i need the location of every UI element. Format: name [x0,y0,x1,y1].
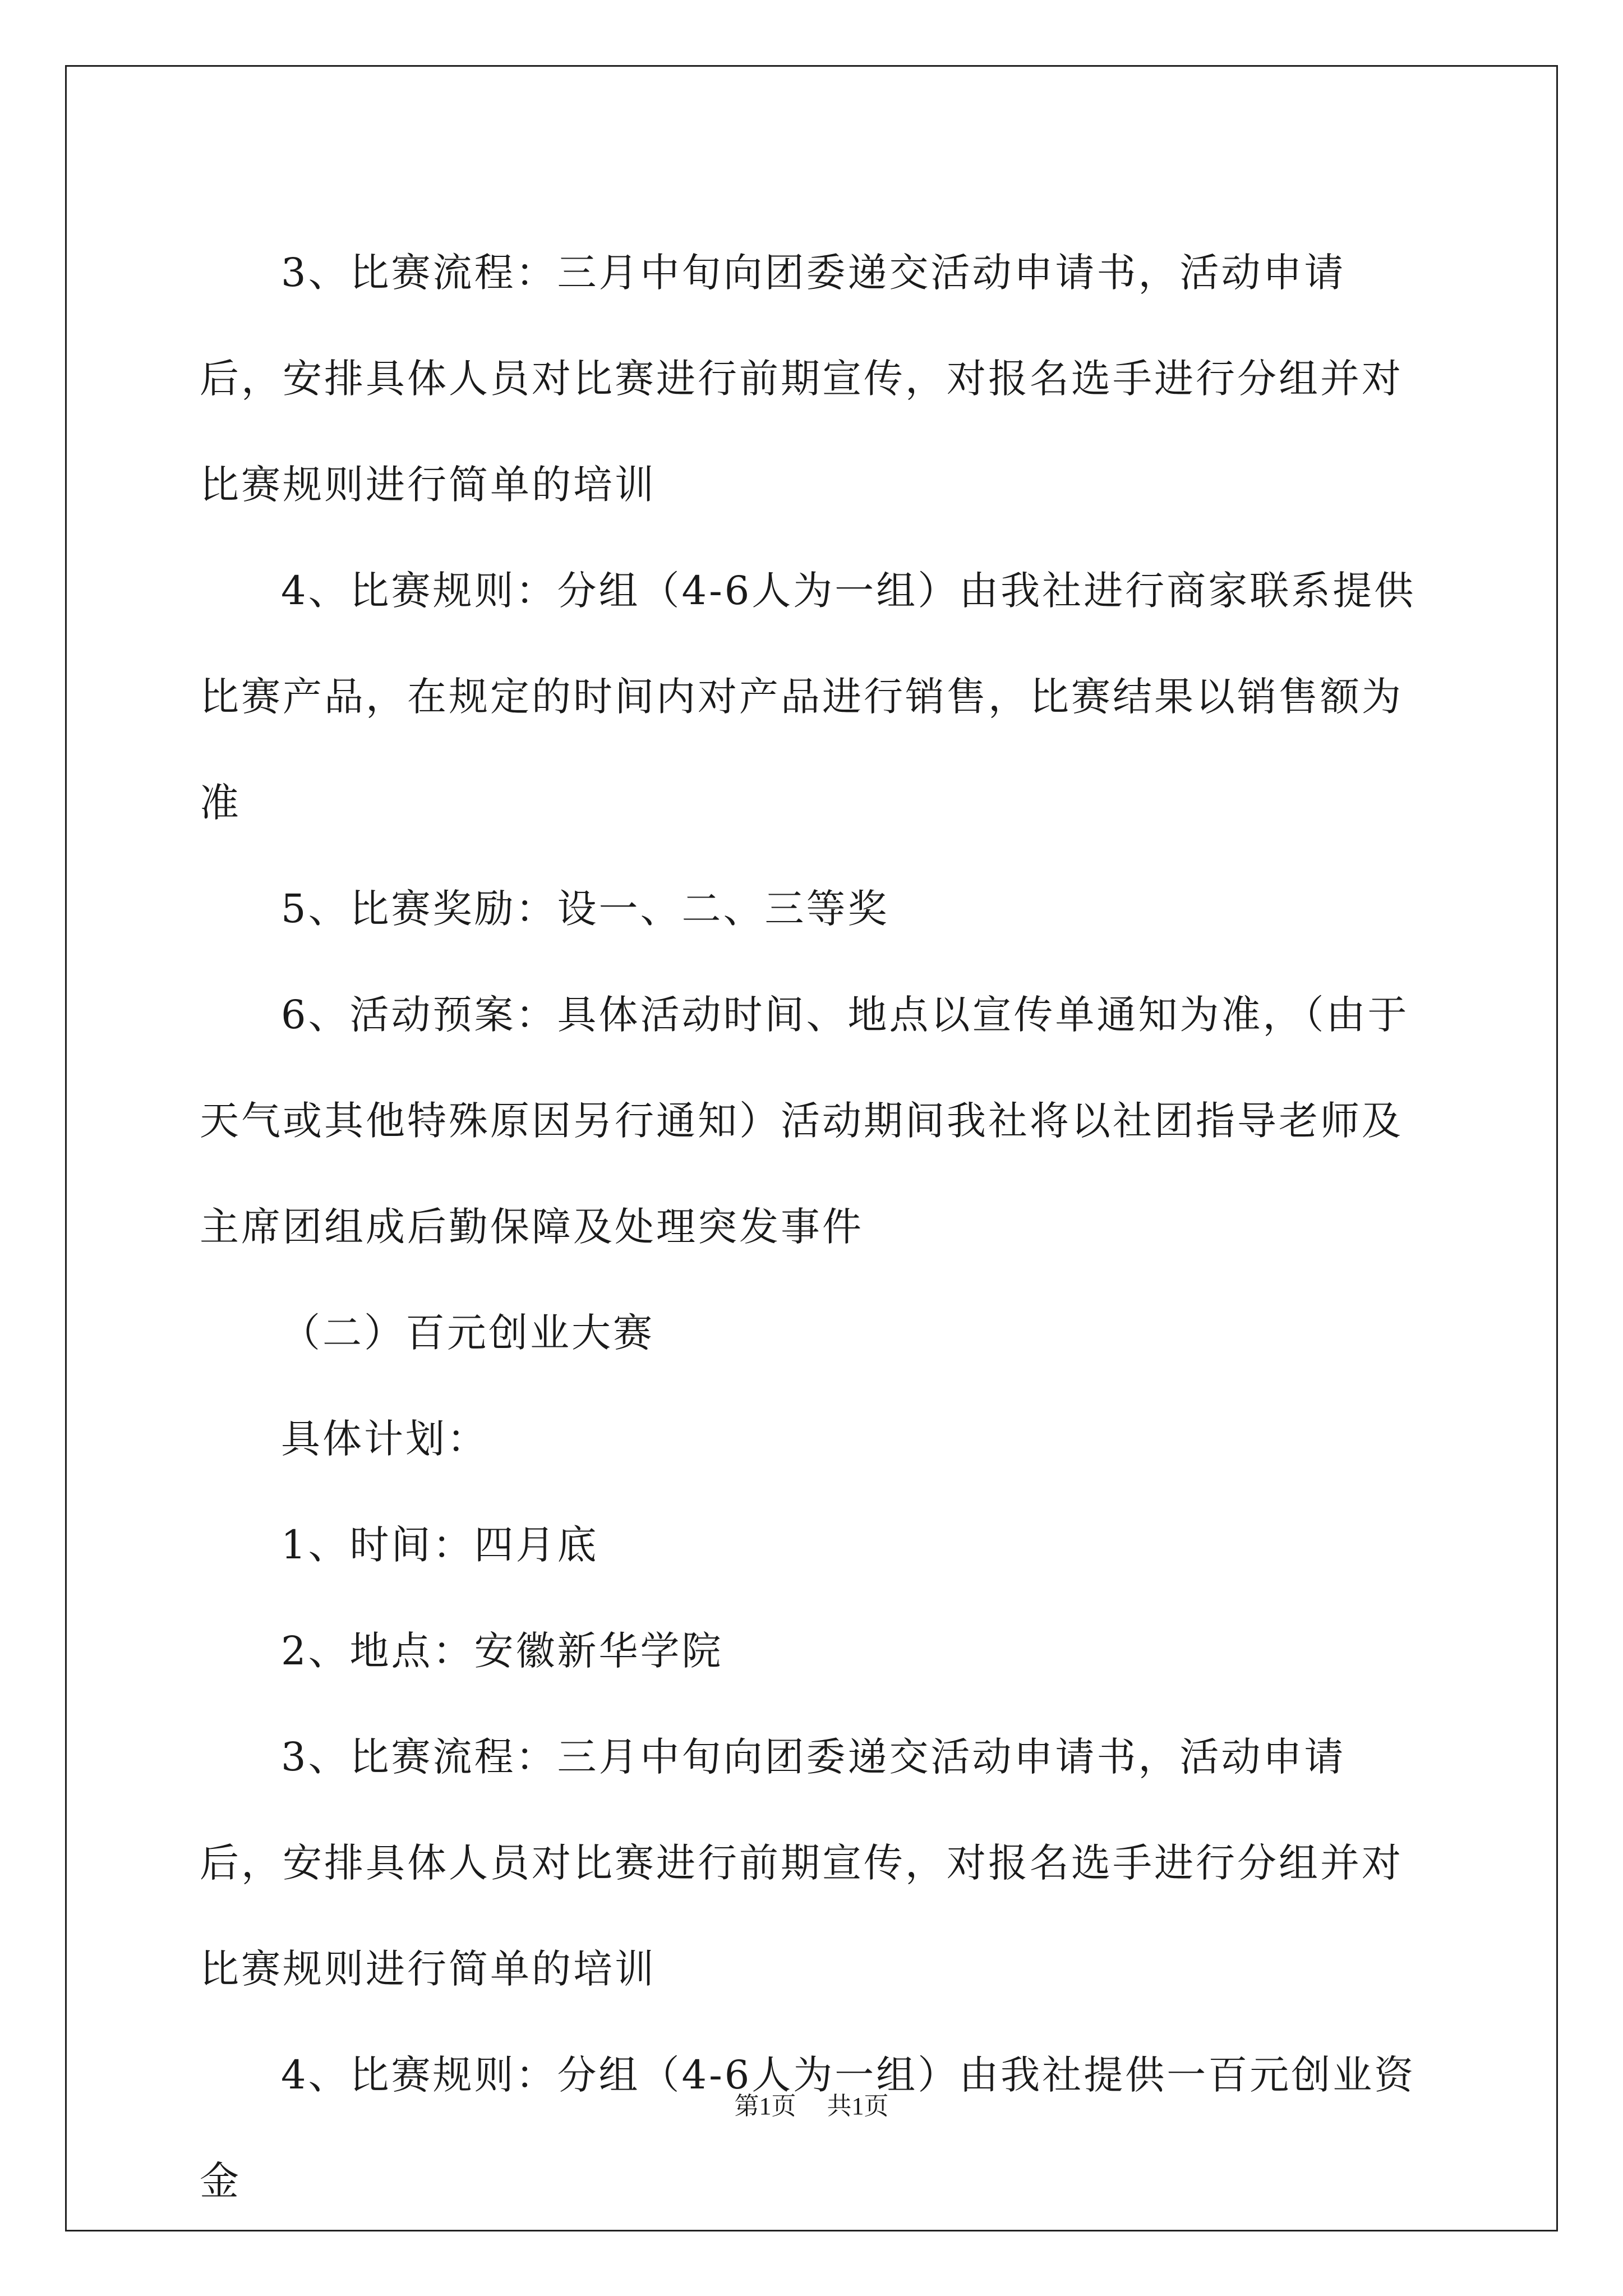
paragraph-competition-rules: 4、比赛规则：分组（4-6人为一组）由我社进行商家联系提供比赛产品，在规定的时间内对产品进行销售，比赛结果以销售额为准 [200,568,1416,826]
paragraph-location: 2、地点：安徽新华学院 [281,1628,723,1674]
paragraph-competition-process-2: 3、比赛流程：三月中旬向团委递交活动申请书，活动申请后，安排具体人员对比赛进行前期宣传，对报名选手进行分组并对比赛规则进行简单的培训 [200,1734,1403,1992]
section-heading-startup-contest: （二）百元创业大赛 [281,1310,654,1356]
paragraph-competition-awards: 5、比赛奖励：设一、二、三等奖 [281,886,889,932]
paragraph-contingency-plan: 6、活动预案：具体活动时间、地点以宣传单通知为准，（由于天气或其他特殊原因另行通知）活动期间我社将以社团指导老师及主席团组成后勤保障及处理突发事件 [200,992,1409,1250]
paragraph-time: 1、时间：四月底 [281,1522,599,1568]
page-footer [0,2090,1623,2123]
paragraph-plan-label: 具体计划： [281,1416,488,1462]
paragraph-competition-rules-2: 4、比赛规则：分组（4-6人为一组）由我社提供一百元创业资金 [200,2052,1416,2204]
document-body [200,220,1428,2234]
page-number-total: 共1页 [827,2092,889,2120]
paragraph-competition-process: 3、比赛流程：三月中旬向团委递交活动申请书，活动申请后，安排具体人员对比赛进行前期宣传，对报名选手进行分组并对比赛规则进行简单的培训 [200,250,1403,508]
page-number-current: 第1页 [734,2092,796,2120]
